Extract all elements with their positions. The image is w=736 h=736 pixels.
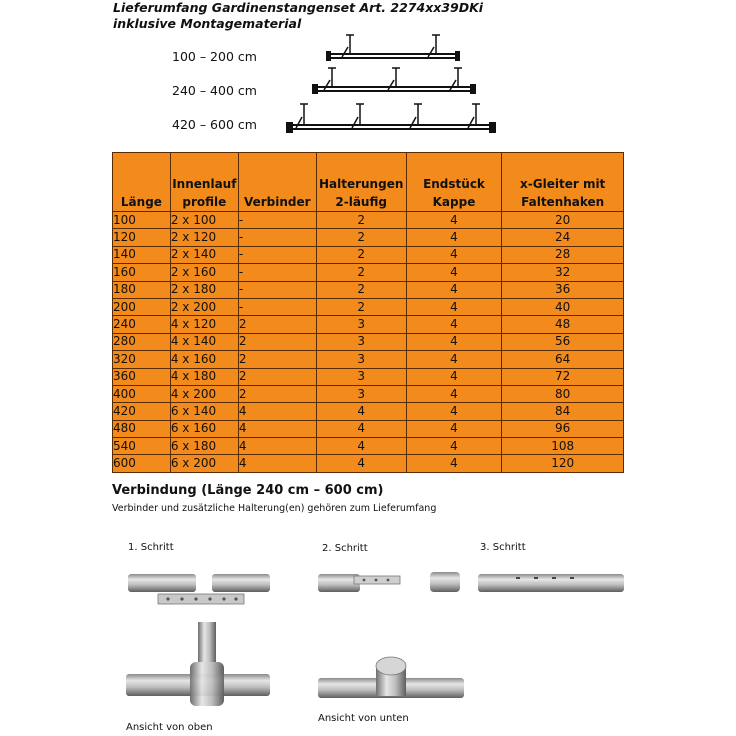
cell-laenge: 280 bbox=[113, 333, 171, 350]
cell-endstueck: 4 bbox=[406, 368, 502, 385]
cell-innenlauf: 4 x 160 bbox=[170, 351, 238, 368]
table-row bbox=[113, 281, 624, 298]
cell-gleiter: 32 bbox=[502, 264, 624, 281]
cell-innenlauf: 2 x 180 bbox=[170, 281, 238, 298]
table-row bbox=[113, 385, 624, 402]
cell-laenge: 200 bbox=[113, 298, 171, 315]
cell-innenlauf: 6 x 200 bbox=[170, 455, 238, 472]
cell-gleiter: 96 bbox=[502, 420, 624, 437]
cell-halterungen: 3 bbox=[316, 351, 406, 368]
step-3-label: 3. Schritt bbox=[480, 542, 526, 553]
cell-gleiter: 108 bbox=[502, 438, 624, 455]
step-1-illustration bbox=[124, 568, 274, 610]
cell-halterungen: 3 bbox=[316, 316, 406, 333]
cell-endstueck: 4 bbox=[406, 264, 502, 281]
cell-halterungen: 2 bbox=[316, 212, 406, 229]
cell-verbinder: - bbox=[238, 246, 316, 263]
bottom-view-illustration bbox=[316, 652, 466, 712]
cell-innenlauf: 4 x 180 bbox=[170, 368, 238, 385]
cell-innenlauf: 6 x 180 bbox=[170, 438, 238, 455]
table-row bbox=[113, 246, 624, 263]
cell-halterungen: 2 bbox=[316, 246, 406, 263]
cell-verbinder: - bbox=[238, 212, 316, 229]
cell-gleiter: 64 bbox=[502, 351, 624, 368]
rod-diagram-large bbox=[286, 100, 496, 136]
cell-verbinder: 2 bbox=[238, 351, 316, 368]
table-row bbox=[113, 264, 624, 281]
cell-endstueck: 4 bbox=[406, 351, 502, 368]
table-body bbox=[113, 212, 624, 473]
cell-laenge: 160 bbox=[113, 264, 171, 281]
cell-gleiter: 36 bbox=[502, 281, 624, 298]
cell-verbinder: 4 bbox=[238, 438, 316, 455]
table-row bbox=[113, 298, 624, 315]
cell-endstueck: 4 bbox=[406, 438, 502, 455]
cell-endstueck: 4 bbox=[406, 385, 502, 402]
size-label-medium: 240 – 400 cm bbox=[172, 83, 257, 98]
header-endstueck: Endstück Kappe bbox=[406, 153, 502, 212]
step-3-illustration bbox=[476, 568, 626, 600]
cell-verbinder: 4 bbox=[238, 455, 316, 472]
header-verbinder: Verbinder bbox=[238, 153, 316, 212]
table-row bbox=[113, 212, 624, 229]
step-2-label: 2. Schritt bbox=[322, 543, 368, 554]
cell-laenge: 480 bbox=[113, 420, 171, 437]
cell-endstueck: 4 bbox=[406, 281, 502, 298]
cell-endstueck: 4 bbox=[406, 420, 502, 437]
size-label-large: 420 – 600 cm bbox=[172, 117, 257, 132]
cell-verbinder: 2 bbox=[238, 316, 316, 333]
cell-innenlauf: 2 x 140 bbox=[170, 246, 238, 263]
cell-endstueck: 4 bbox=[406, 298, 502, 315]
table-row bbox=[113, 351, 624, 368]
cell-halterungen: 3 bbox=[316, 385, 406, 402]
cell-laenge: 180 bbox=[113, 281, 171, 298]
cell-halterungen: 3 bbox=[316, 368, 406, 385]
cell-laenge: 360 bbox=[113, 368, 171, 385]
cell-endstueck: 4 bbox=[406, 229, 502, 246]
section-title: Verbindung (Länge 240 cm – 600 cm) bbox=[112, 483, 384, 498]
cell-gleiter: 84 bbox=[502, 403, 624, 420]
cell-verbinder: 4 bbox=[238, 420, 316, 437]
table-row bbox=[113, 420, 624, 437]
cell-laenge: 420 bbox=[113, 403, 171, 420]
top-view-illustration bbox=[124, 620, 272, 712]
cell-innenlauf: 2 x 120 bbox=[170, 229, 238, 246]
spec-table bbox=[112, 152, 624, 473]
cell-laenge: 400 bbox=[113, 385, 171, 402]
cell-laenge: 120 bbox=[113, 229, 171, 246]
header-laenge: Länge bbox=[113, 153, 171, 212]
cell-gleiter: 20 bbox=[502, 212, 624, 229]
header-innenlauf: Innenlauf profile bbox=[170, 153, 238, 212]
cell-innenlauf: 4 x 200 bbox=[170, 385, 238, 402]
cell-halterungen: 2 bbox=[316, 281, 406, 298]
rod-diagram-small bbox=[326, 33, 460, 65]
cell-verbinder: 2 bbox=[238, 385, 316, 402]
cell-gleiter: 80 bbox=[502, 385, 624, 402]
header-halterungen: Halterungen 2-läufig bbox=[316, 153, 406, 212]
table-row bbox=[113, 368, 624, 385]
cell-innenlauf: 2 x 100 bbox=[170, 212, 238, 229]
cell-laenge: 140 bbox=[113, 246, 171, 263]
cell-halterungen: 3 bbox=[316, 333, 406, 350]
table-row bbox=[113, 438, 624, 455]
cell-laenge: 240 bbox=[113, 316, 171, 333]
cell-innenlauf: 6 x 140 bbox=[170, 403, 238, 420]
cell-verbinder: - bbox=[238, 281, 316, 298]
cell-halterungen: 2 bbox=[316, 229, 406, 246]
title-line-1: Lieferumfang Gardinenstangenset Art. 2274xx39DKi bbox=[113, 0, 484, 15]
cell-endstueck: 4 bbox=[406, 403, 502, 420]
cell-endstueck: 4 bbox=[406, 316, 502, 333]
cell-endstueck: 4 bbox=[406, 212, 502, 229]
caption-top-view: Ansicht von oben bbox=[126, 722, 213, 733]
cell-halterungen: 2 bbox=[316, 298, 406, 315]
cell-gleiter: 56 bbox=[502, 333, 624, 350]
title-line-2: inklusive Montagematerial bbox=[113, 16, 302, 31]
rod-diagram-medium bbox=[312, 66, 476, 98]
cell-verbinder: - bbox=[238, 264, 316, 281]
cell-endstueck: 4 bbox=[406, 246, 502, 263]
table-row bbox=[113, 229, 624, 246]
table-header-row bbox=[113, 153, 624, 212]
cell-gleiter: 28 bbox=[502, 246, 624, 263]
caption-bottom-view: Ansicht von unten bbox=[318, 713, 409, 724]
step-2-illustration bbox=[314, 568, 464, 600]
size-label-small: 100 – 200 cm bbox=[172, 49, 257, 64]
cell-halterungen: 4 bbox=[316, 403, 406, 420]
cell-verbinder: 2 bbox=[238, 333, 316, 350]
cell-halterungen: 4 bbox=[316, 455, 406, 472]
cell-halterungen: 4 bbox=[316, 420, 406, 437]
cell-gleiter: 24 bbox=[502, 229, 624, 246]
cell-innenlauf: 6 x 160 bbox=[170, 420, 238, 437]
cell-innenlauf: 4 x 120 bbox=[170, 316, 238, 333]
header-gleiter: x-Gleiter mit Faltenhaken bbox=[502, 153, 624, 212]
cell-verbinder: - bbox=[238, 298, 316, 315]
cell-laenge: 600 bbox=[113, 455, 171, 472]
cell-gleiter: 120 bbox=[502, 455, 624, 472]
cell-endstueck: 4 bbox=[406, 333, 502, 350]
cell-halterungen: 4 bbox=[316, 438, 406, 455]
cell-innenlauf: 2 x 200 bbox=[170, 298, 238, 315]
cell-verbinder: 4 bbox=[238, 403, 316, 420]
table-row bbox=[113, 455, 624, 472]
section-subtitle: Verbinder und zusätzliche Halterung(en) gehören zum Lieferumfang bbox=[112, 503, 437, 514]
table-row bbox=[113, 316, 624, 333]
cell-innenlauf: 2 x 160 bbox=[170, 264, 238, 281]
step-1-label: 1. Schritt bbox=[128, 542, 174, 553]
cell-gleiter: 48 bbox=[502, 316, 624, 333]
cell-halterungen: 2 bbox=[316, 264, 406, 281]
cell-endstueck: 4 bbox=[406, 455, 502, 472]
cell-innenlauf: 4 x 140 bbox=[170, 333, 238, 350]
table-row bbox=[113, 333, 624, 350]
table-row bbox=[113, 403, 624, 420]
cell-verbinder: 2 bbox=[238, 368, 316, 385]
cell-laenge: 540 bbox=[113, 438, 171, 455]
page-title bbox=[113, 0, 483, 32]
cell-gleiter: 72 bbox=[502, 368, 624, 385]
cell-verbinder: - bbox=[238, 229, 316, 246]
cell-gleiter: 40 bbox=[502, 298, 624, 315]
cell-laenge: 320 bbox=[113, 351, 171, 368]
cell-laenge: 100 bbox=[113, 212, 171, 229]
